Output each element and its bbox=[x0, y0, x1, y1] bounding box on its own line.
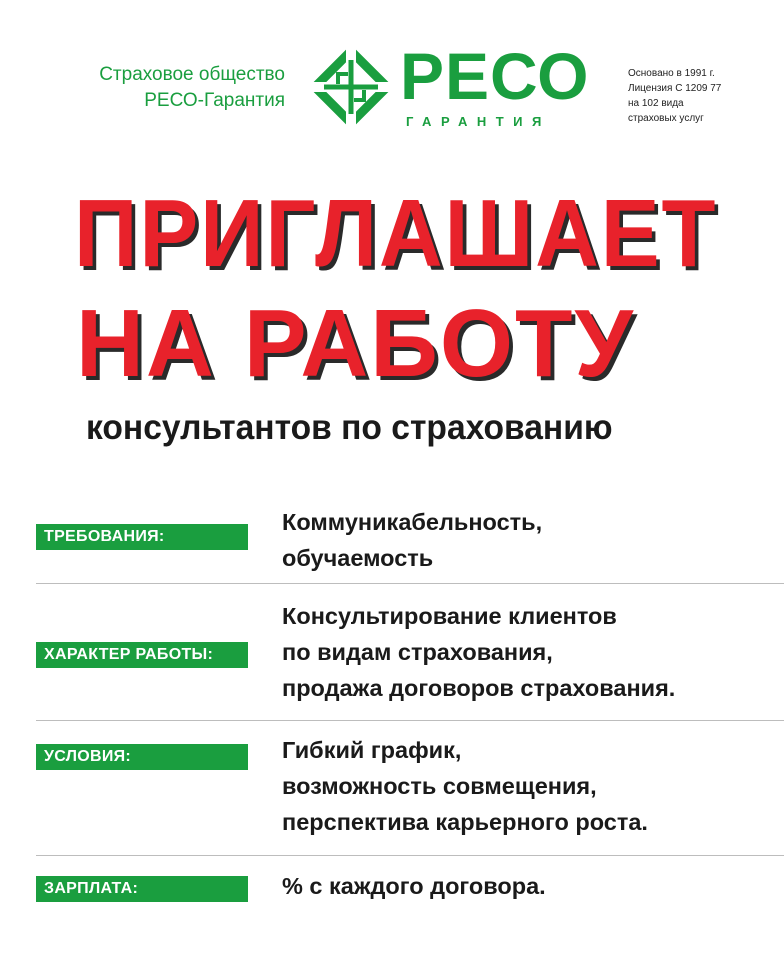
requirements-text bbox=[282, 504, 542, 576]
headline-line1: ПРИГЛАШАЕТ bbox=[74, 180, 718, 287]
requirements-label: ТРЕБОВАНИЯ: bbox=[36, 524, 248, 550]
section-divider bbox=[36, 720, 784, 721]
work-line1: Консультирование клиентов bbox=[282, 603, 617, 629]
salary-text bbox=[282, 868, 546, 904]
info-license: Лицензия С 1209 77 bbox=[628, 83, 722, 94]
company-name-line1: Страховое общество bbox=[99, 64, 285, 85]
conditions-line3: перспектива карьерного роста. bbox=[282, 809, 648, 835]
info-types: на 102 вида bbox=[628, 98, 684, 109]
reso-cross-logo-icon bbox=[310, 46, 392, 128]
logo-subtitle: ГАРАНТИЯ bbox=[406, 114, 551, 129]
company-info bbox=[628, 66, 778, 126]
conditions-line1: Гибкий график, bbox=[282, 737, 462, 763]
conditions-label: УСЛОВИЯ: bbox=[36, 744, 248, 770]
work-line2: по видам страхования, bbox=[282, 639, 553, 665]
headline-line2: НА РАБОТУ bbox=[76, 290, 635, 397]
logo-wordmark: РЕСО bbox=[400, 39, 590, 113]
work-label: ХАРАКТЕР РАБОТЫ: bbox=[36, 642, 248, 668]
work-line3: продажа договоров страхования. bbox=[282, 675, 676, 701]
reso-logo bbox=[310, 39, 610, 136]
headline-subline: консультантов по страхованию bbox=[86, 408, 613, 447]
section-divider bbox=[36, 583, 784, 584]
info-services: страховых услуг bbox=[628, 113, 704, 124]
info-founded: Основано в 1991 г. bbox=[628, 68, 715, 79]
company-name bbox=[20, 62, 285, 114]
conditions-line2: возможность совмещения, bbox=[282, 773, 597, 799]
requirements-line2: обучаемость bbox=[282, 545, 434, 571]
conditions-text bbox=[282, 732, 648, 840]
company-name-line2: РЕСО-Гарантия bbox=[144, 90, 285, 111]
salary-label: ЗАРПЛАТА: bbox=[36, 876, 248, 902]
requirements-line1: Коммуникабельность, bbox=[282, 509, 543, 535]
section-divider bbox=[36, 855, 784, 856]
salary-line1: % с каждого договора. bbox=[282, 873, 546, 899]
work-text bbox=[282, 598, 675, 706]
